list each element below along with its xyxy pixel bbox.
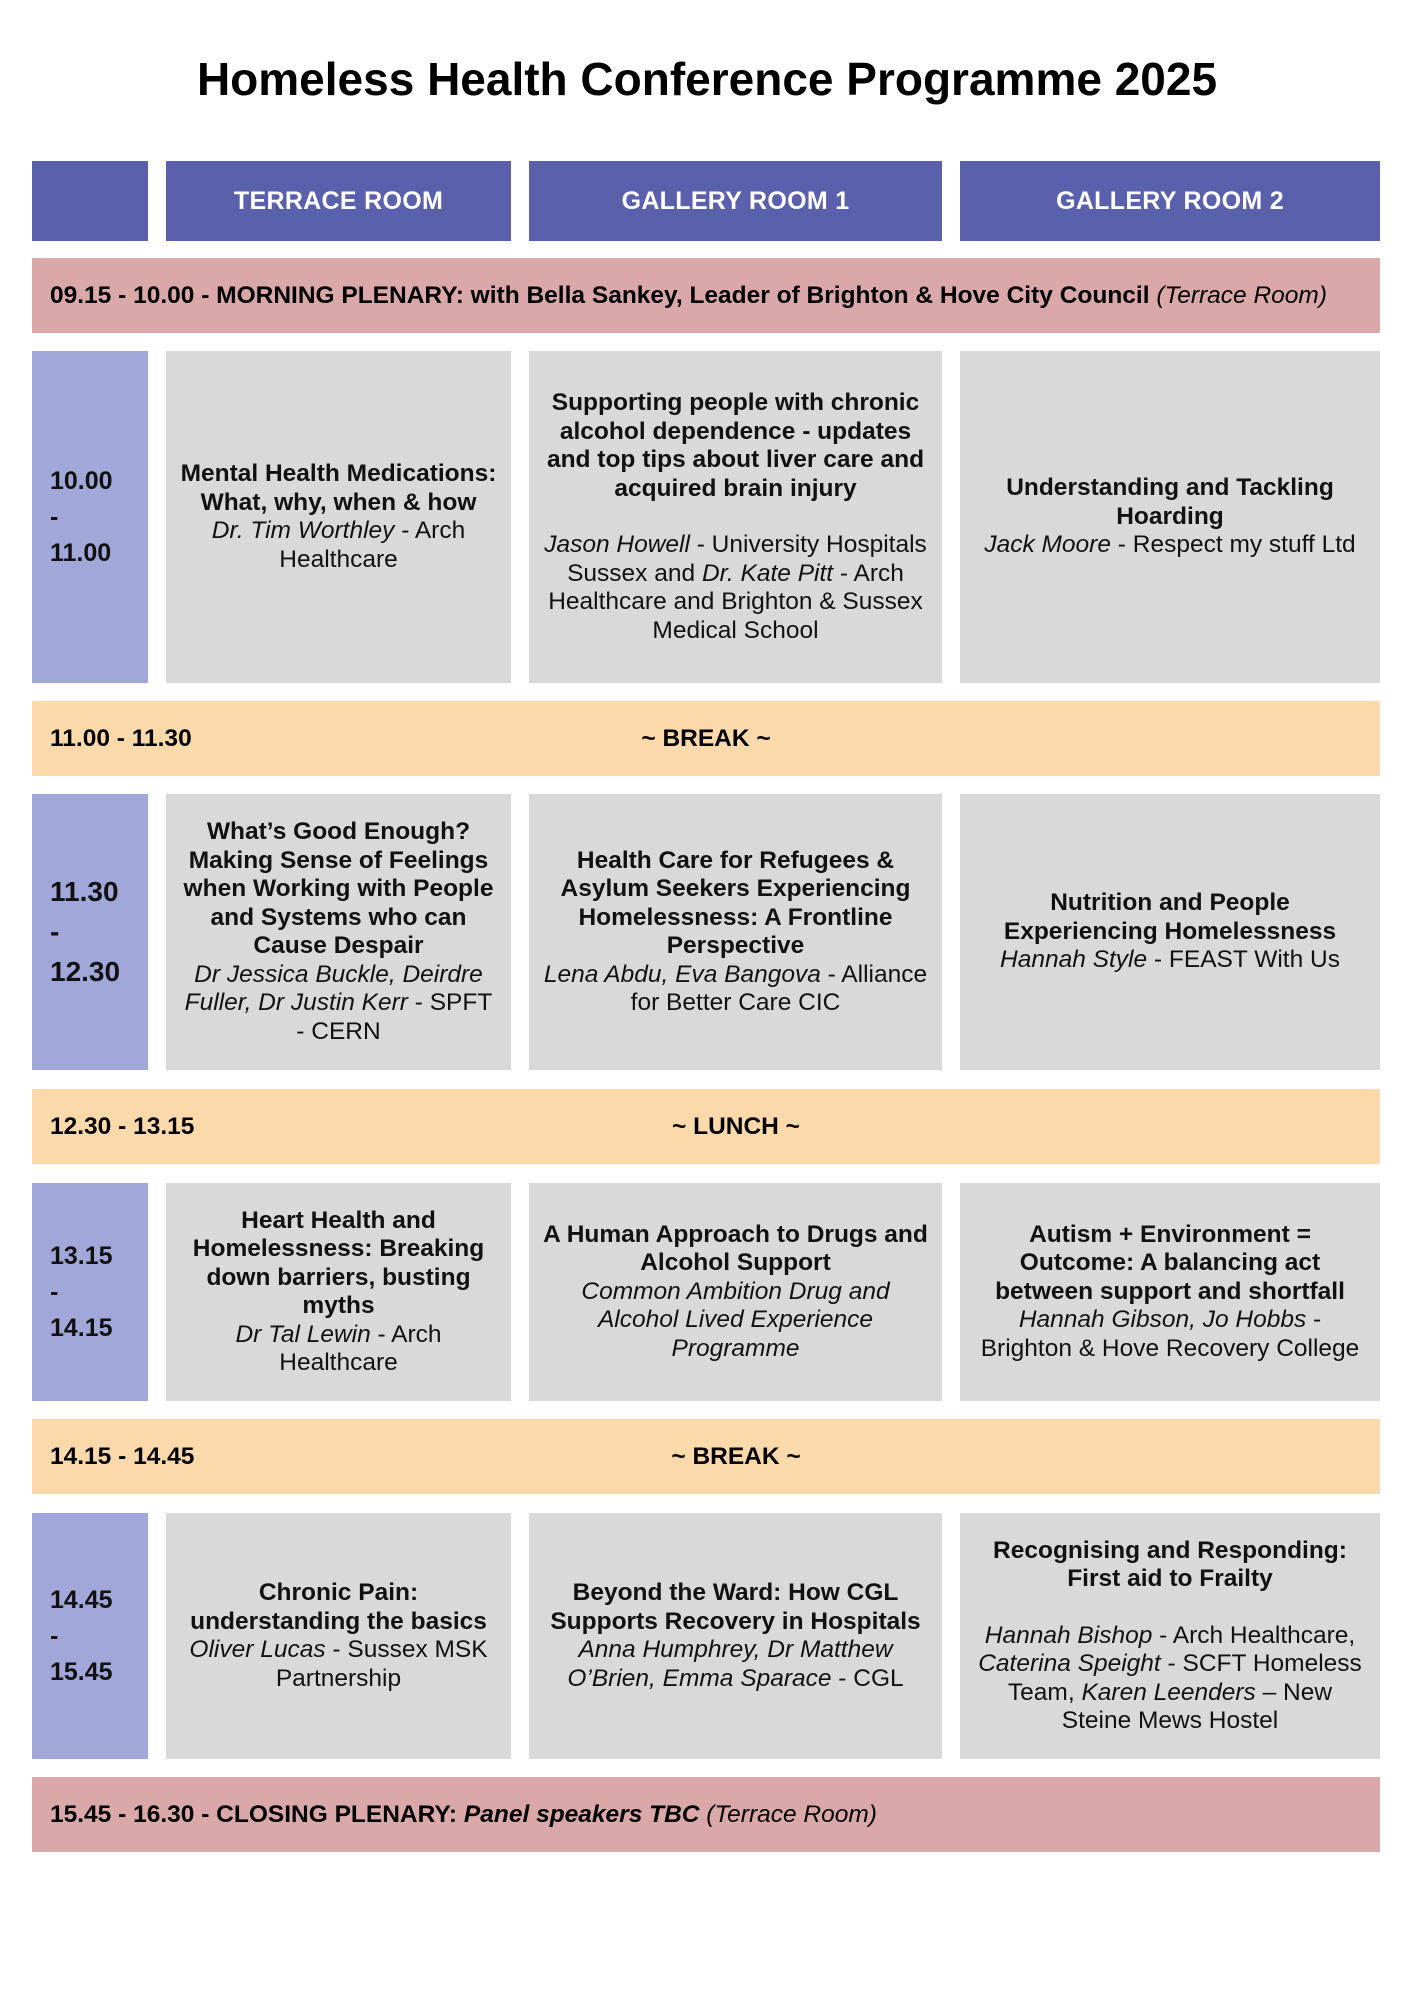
header-gallery-room-2: GALLERY ROOM 2 <box>960 161 1380 241</box>
break-label: ~ BREAK ~ <box>641 724 771 752</box>
organisation: - Arch Healthcare <box>279 517 466 573</box>
organisation: - Brighton & Hove Recovery College <box>980 1306 1360 1362</box>
session-title: Understanding and Tackling Hoarding <box>1006 474 1334 530</box>
speaker: Hannah Bishop <box>984 1621 1153 1649</box>
session-whats-good-enough <box>166 794 511 1070</box>
session-refugees-asylum-seekers <box>529 794 942 1070</box>
session-chronic-pain <box>166 1513 511 1759</box>
session-title: What’s Good Enough? Making Sense of Feelings when Working with People and Systems who can Cause Despair <box>183 818 494 959</box>
time-dash: - <box>50 916 60 947</box>
session-title: Chronic Pain: understanding the basics <box>190 1579 487 1635</box>
closing-plenary-speakers: Panel speakers TBC <box>463 1800 700 1828</box>
header-terrace-room: TERRACE ROOM <box>166 161 511 241</box>
time-dash: - <box>50 503 59 531</box>
speaker: Caterina Speight <box>978 1650 1161 1677</box>
time-start: 14.45 <box>50 1586 113 1614</box>
slot1-time <box>32 351 148 683</box>
speaker: Karen Leenders <box>1081 1678 1256 1706</box>
lunch-break <box>32 1089 1380 1164</box>
header-corner <box>32 161 148 241</box>
lunch-time: 12.30 - 13.15 <box>50 1112 195 1140</box>
slot2-time <box>32 794 148 1070</box>
organisation: – New Steine Mews Hostel <box>1061 1678 1333 1734</box>
organisation: - Arch Healthcare <box>279 1320 442 1376</box>
session-nutrition <box>960 794 1380 1070</box>
speaker: Lena Abdu, Eva Bangova <box>543 960 821 988</box>
speaker: Anna Humphrey, Dr Matthew O’Brien, Emma Sparace <box>567 1636 893 1692</box>
break-time: 14.15 - 14.45 <box>50 1442 195 1470</box>
morning-plenary <box>32 258 1380 333</box>
time-end: 15.45 <box>50 1658 113 1686</box>
closing-plenary-room: (Terrace Room) <box>699 1800 877 1828</box>
session-title: Beyond the Ward: How CGL Supports Recovery in Hospitals <box>550 1579 921 1635</box>
organisation: - Alliance for Better Care CIC <box>630 960 928 1016</box>
speaker: Dr Jessica Buckle, Deirdre Fuller, Dr Justin Kerr <box>184 960 483 1016</box>
organisation: - Arch Healthcare, <box>1152 1621 1356 1649</box>
organisation: - SPFT - CERN <box>296 989 493 1045</box>
session-title: Nutrition and People Experiencing Homelessness <box>1003 889 1337 945</box>
session-chronic-alcohol-dependence <box>529 351 942 683</box>
session-title: Mental Health Medications: What, why, when & how <box>180 460 497 516</box>
organisation: - Sussex MSK Partnership <box>275 1636 488 1692</box>
break-time: 11.00 - 11.30 <box>50 724 192 752</box>
speaker: Hannah Style <box>1000 946 1148 974</box>
slot3-time <box>32 1183 148 1401</box>
session-title: Health Care for Refugees & Asylum Seekers Experiencing Homelessness: A Frontline Perspective <box>560 846 911 959</box>
speaker: Jason Howell <box>544 531 690 558</box>
header-gallery-room-1: GALLERY ROOM 1 <box>529 161 942 241</box>
session-first-aid-to-frailty <box>960 1513 1380 1759</box>
break-2 <box>32 1419 1380 1494</box>
morning-plenary-title: 09.15 - 10.00 - MORNING PLENARY: with Bella Sankey, Leader of Brighton & Hove City Council <box>50 281 1150 309</box>
session-title: Supporting people with chronic alcohol dependence - updates and top tips about liver care and acquired brain injury <box>546 389 925 502</box>
speaker: Hannah Gibson, Jo Hobbs <box>1018 1306 1307 1334</box>
slot4-time <box>32 1513 148 1759</box>
time-start: 13.15 <box>50 1242 113 1270</box>
time-start: 11.30 <box>50 876 119 907</box>
session-title: Recognising and Responding: First aid to Frailty <box>993 1536 1347 1592</box>
session-beyond-the-ward <box>529 1513 942 1759</box>
session-title: Heart Health and Homelessness: Breaking down barriers, busting myths <box>192 1206 485 1319</box>
organisation: - Respect my stuff Ltd <box>1110 531 1356 559</box>
speaker: Dr Tal Lewin <box>235 1320 371 1348</box>
lunch-label: ~ LUNCH ~ <box>672 1112 800 1140</box>
session-mental-health-medications <box>166 351 511 683</box>
morning-plenary-room: (Terrace Room) <box>1156 281 1327 309</box>
session-title: Autism + Environment = Outcome: A balancing act between support and shortfall <box>995 1220 1345 1305</box>
organisation: - SCFT Homeless Team, <box>1007 1650 1362 1706</box>
time-end: 11.00 <box>50 539 112 567</box>
organisation: - Arch Healthcare and Brighton & Sussex Medical School <box>548 559 923 644</box>
speaker: Jack Moore <box>984 531 1111 559</box>
speaker: Common Ambition Drug and Alcohol Lived Experience Programme <box>581 1277 890 1362</box>
organisation: - FEAST With Us <box>1147 946 1340 974</box>
closing-plenary <box>32 1777 1380 1852</box>
time-dash: - <box>50 1622 59 1650</box>
time-end: 12.30 <box>50 956 121 987</box>
organisation: - University Hospitals Sussex and <box>567 531 927 587</box>
organisation: - CGL <box>831 1664 904 1692</box>
time-end: 14.15 <box>50 1314 113 1342</box>
closing-plenary-title: 15.45 - 16.30 - CLOSING PLENARY: <box>50 1800 464 1828</box>
session-human-approach-drugs-alcohol <box>529 1183 942 1401</box>
session-autism-environment <box>960 1183 1380 1401</box>
session-heart-health <box>166 1183 511 1401</box>
time-start: 10.00 <box>50 467 113 495</box>
break-1 <box>32 701 1380 776</box>
time-dash: - <box>50 1278 59 1306</box>
page-title: Homeless Health Conference Programme 2025 <box>196 53 1218 105</box>
session-title: A Human Approach to Drugs and Alcohol Support <box>543 1220 928 1277</box>
break-label: ~ BREAK ~ <box>671 1442 801 1470</box>
speaker: Dr. Tim Worthley <box>211 517 395 544</box>
session-hoarding <box>960 351 1380 683</box>
speaker: Oliver Lucas <box>189 1636 326 1663</box>
speaker: Dr. Kate Pitt <box>701 559 834 587</box>
